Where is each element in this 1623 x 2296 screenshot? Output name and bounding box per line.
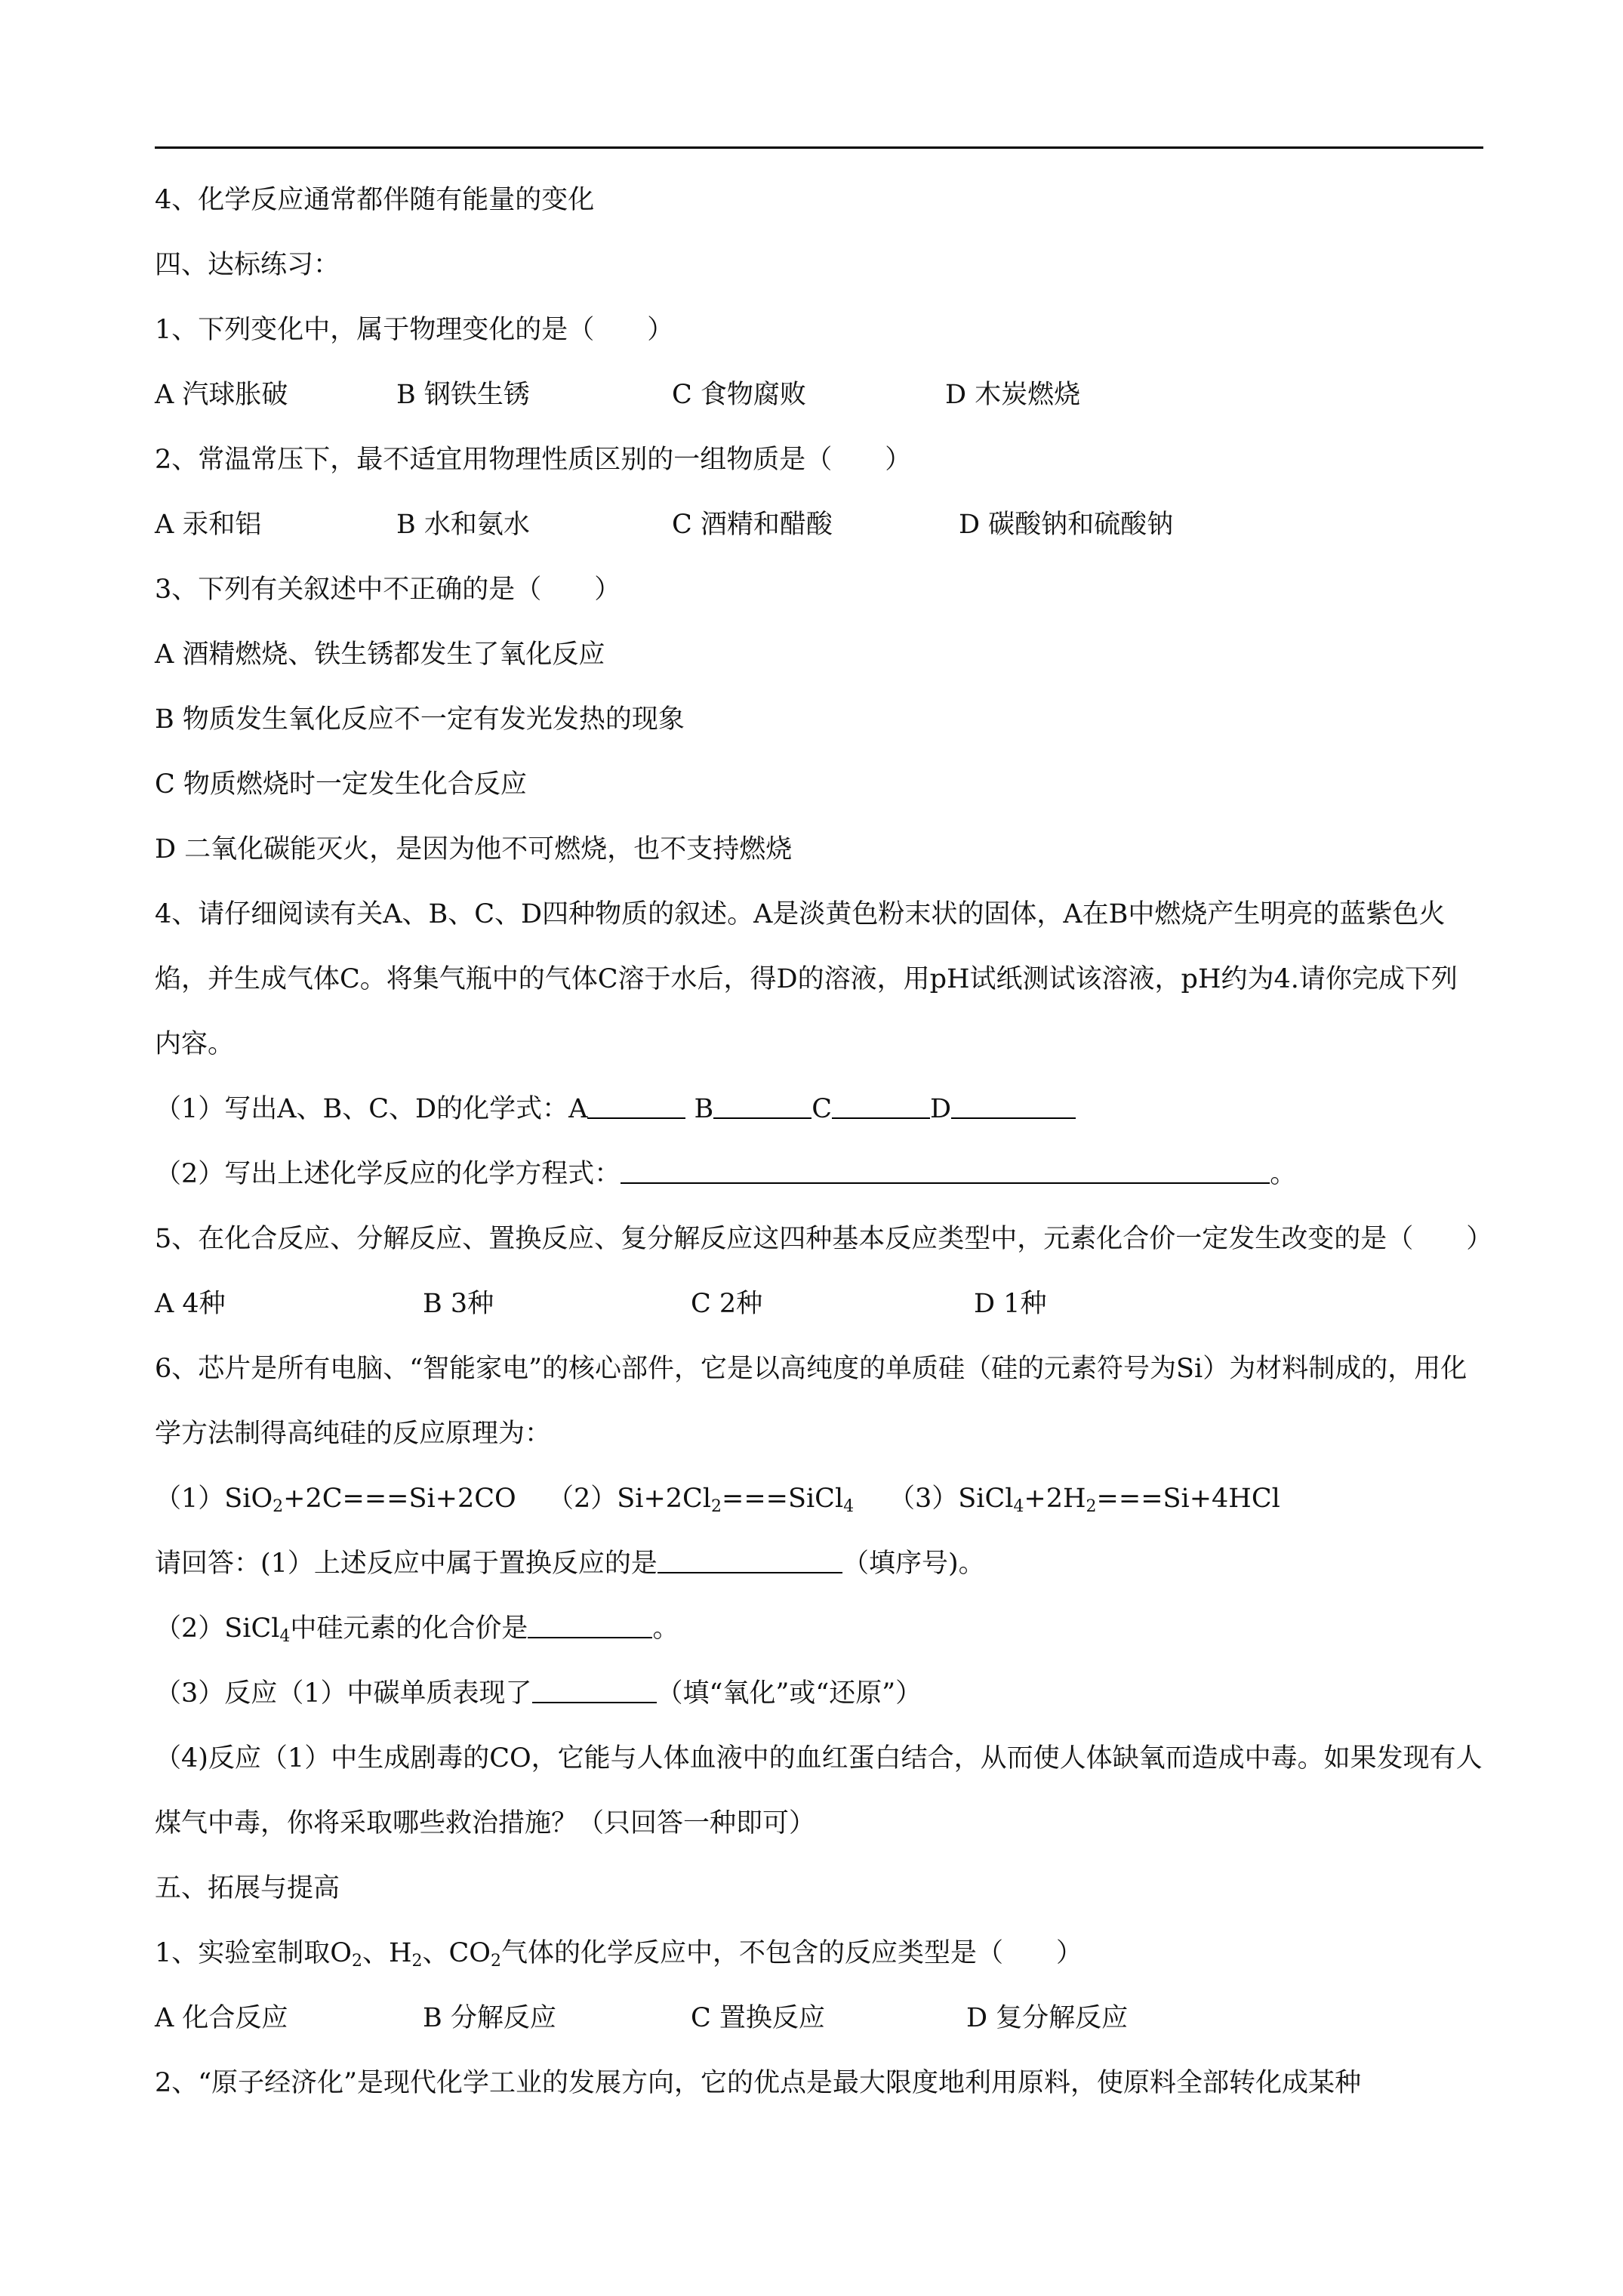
question-3-option-b: B 物质发生氧化反应不一定有发光发热的现象 xyxy=(155,704,685,735)
q4-1-b-label: B xyxy=(694,1094,714,1124)
subscript: 2 xyxy=(711,1497,722,1516)
extension-question-2: 2、“原子经济化”是现代化学工业的发展方向，它的优点是最大限度地利用原料，使原料全部转化成某种 xyxy=(155,2068,1362,2098)
subscript: 4 xyxy=(843,1497,855,1516)
question-2: 2、常温常压下，最不适宜用物理性质区别的一组物质是（ ） xyxy=(155,445,912,475)
question-1-options xyxy=(155,362,1483,427)
answer-blank-b[interactable] xyxy=(713,1095,812,1119)
question-6-part-2 xyxy=(155,1596,1483,1661)
question-6-part-3 xyxy=(155,1661,1483,1726)
option-a: A 4种 xyxy=(155,1289,226,1319)
question-6-reactions xyxy=(155,1466,1483,1531)
q6-1-label: 请回答：(1）上述反应中属于置换反应的是 xyxy=(155,1549,658,1579)
subscript: 4 xyxy=(279,1627,291,1646)
question-2-options xyxy=(155,492,1483,557)
q6-1-hint: （填序号)。 xyxy=(842,1549,985,1579)
header-rule xyxy=(155,146,1483,149)
subscript: 4 xyxy=(1013,1497,1024,1516)
question-3-option-a: A 酒精燃烧、铁生锈都发生了氧化反应 xyxy=(155,639,605,670)
reaction-1-text: （1）SiO xyxy=(155,1484,273,1514)
answer-blank-q6-1[interactable] xyxy=(658,1549,842,1573)
question-5: 5、在化合反应、分解反应、置换反应、复分解反应这四种基本反应类型中，元素化合价一定发生改变的是（ ） xyxy=(155,1224,1493,1254)
q4-1-label: （1）写出A、B、C、D的化学式：A xyxy=(155,1094,588,1124)
subscript: 2 xyxy=(351,1952,362,1971)
eq1-text: 气体的化学反应中，不包含的反应类型是（ ） xyxy=(500,1938,1083,1968)
answer-blank-c[interactable] xyxy=(832,1095,930,1119)
question-1: 1、下列变化中，属于物理变化的是（ ） xyxy=(155,315,674,345)
reaction-1-text: +2C===Si+2CO xyxy=(283,1484,516,1514)
answer-blank-d[interactable] xyxy=(951,1095,1076,1119)
answer-blank-a[interactable] xyxy=(587,1095,685,1119)
q4-1-c-label: C xyxy=(812,1094,833,1124)
q4-1-d-label: D xyxy=(930,1094,952,1124)
option-a: A 汽球胀破 xyxy=(155,380,288,410)
option-c: C 2种 xyxy=(691,1289,763,1319)
question-4-part-1 xyxy=(155,1077,1483,1142)
reaction-2-text: （2）Si+2Cl xyxy=(547,1484,712,1514)
subscript: 2 xyxy=(1086,1497,1097,1516)
extension-question-1 xyxy=(155,1921,1483,1986)
answer-blank-q6-2[interactable] xyxy=(528,1614,652,1638)
answer-blank-q6-3[interactable] xyxy=(532,1679,657,1703)
option-a: A 汞和铝 xyxy=(155,510,262,540)
option-d: D 木炭燃烧 xyxy=(945,380,1081,410)
answer-blank-equation[interactable] xyxy=(621,1160,1270,1184)
question-4: 4、请仔细阅读有关A、B、C、D四种物质的叙述。A是淡黄色粉末状的固体，A在B中燃烧产生明亮的蓝紫色火焰，并生成气体C。将集气瓶中的气体C溶于水后，得D的溶液，用pH试纸测试该溶液，pH约为4.请你完成下列内容。 xyxy=(155,899,1458,1059)
question-3: 3、下列有关叙述中不正确的是（ ） xyxy=(155,575,621,605)
reaction-1 xyxy=(155,1466,547,1531)
eq1-text: 、CO xyxy=(422,1938,491,1968)
option-a: A 化合反应 xyxy=(155,2003,288,2033)
q6-2-label: （2）SiCl xyxy=(155,1613,280,1644)
q6-2-label: 中硅元素的化合价是 xyxy=(290,1613,528,1644)
reaction-2-text: ===SiCl xyxy=(722,1484,844,1514)
subscript: 2 xyxy=(490,1952,501,1971)
question-5-options xyxy=(155,1271,1483,1336)
option-b: B 钢铁生锈 xyxy=(396,380,530,410)
question-3-option-c: C 物质燃烧时一定发生化合反应 xyxy=(155,769,527,800)
question-3-option-d: D 二氧化碳能灭火，是因为他不可燃烧，也不支持燃烧 xyxy=(155,834,793,864)
section-heading-5: 五、拓展与提高 xyxy=(155,1873,340,1903)
option-d: D 碳酸钠和硫酸钠 xyxy=(959,510,1174,540)
reaction-3-text: （3）SiCl xyxy=(888,1484,1014,1514)
question-4-part-2 xyxy=(155,1142,1483,1207)
reaction-3 xyxy=(888,1466,1280,1531)
extension-question-1-options xyxy=(155,1986,1483,2051)
reaction-3-text: +2H xyxy=(1024,1484,1086,1514)
q6-3-hint: （填“氧化”或“还原”） xyxy=(656,1678,922,1709)
subscript: 2 xyxy=(411,1952,423,1971)
option-b: B 3种 xyxy=(423,1289,494,1319)
line-01: 4、化学反应通常都伴随有能量的变化 xyxy=(155,185,595,215)
option-c: C 酒精和醋酸 xyxy=(672,510,833,540)
option-c: C 置换反应 xyxy=(691,2003,825,2033)
eq1-text: 、H xyxy=(362,1938,412,1968)
option-d: D 复分解反应 xyxy=(966,2003,1129,2033)
option-c: C 食物腐败 xyxy=(672,380,806,410)
question-6-part-4: （4)反应（1）中生成剧毒的CO，它能与人体血液中的血红蛋白结合，从而使人体缺氧而造成中毒。如果发现有人煤气中毒，你将采取哪些救治措施？（只回答一种即可） xyxy=(155,1743,1483,1838)
eq1-text: 1、实验室制取O xyxy=(155,1938,352,1968)
question-6-part-1 xyxy=(155,1531,1483,1596)
reaction-3-text: ===Si+4HCl xyxy=(1096,1484,1280,1514)
subscript: 2 xyxy=(273,1497,284,1516)
option-b: B 分解反应 xyxy=(423,2003,556,2033)
document-body xyxy=(155,168,1493,2116)
option-d: D 1种 xyxy=(974,1289,1047,1319)
q4-2-end: 。 xyxy=(1270,1159,1297,1189)
q4-2-label: （2）写出上述化学反应的化学方程式： xyxy=(155,1159,621,1189)
option-b: B 水和氨水 xyxy=(396,510,530,540)
question-6: 6、芯片是所有电脑、“智能家电”的核心部件，它是以高纯度的单质硅（硅的元素符号为Si）为材料制成的，用化学方法制得高纯硅的反应原理为： xyxy=(155,1354,1467,1449)
section-heading-4: 四、达标练习： xyxy=(155,250,340,280)
q6-2-end: 。 xyxy=(652,1613,679,1644)
q6-3-label: （3）反应（1）中碳单质表现了 xyxy=(155,1678,532,1709)
reaction-2 xyxy=(547,1466,888,1531)
